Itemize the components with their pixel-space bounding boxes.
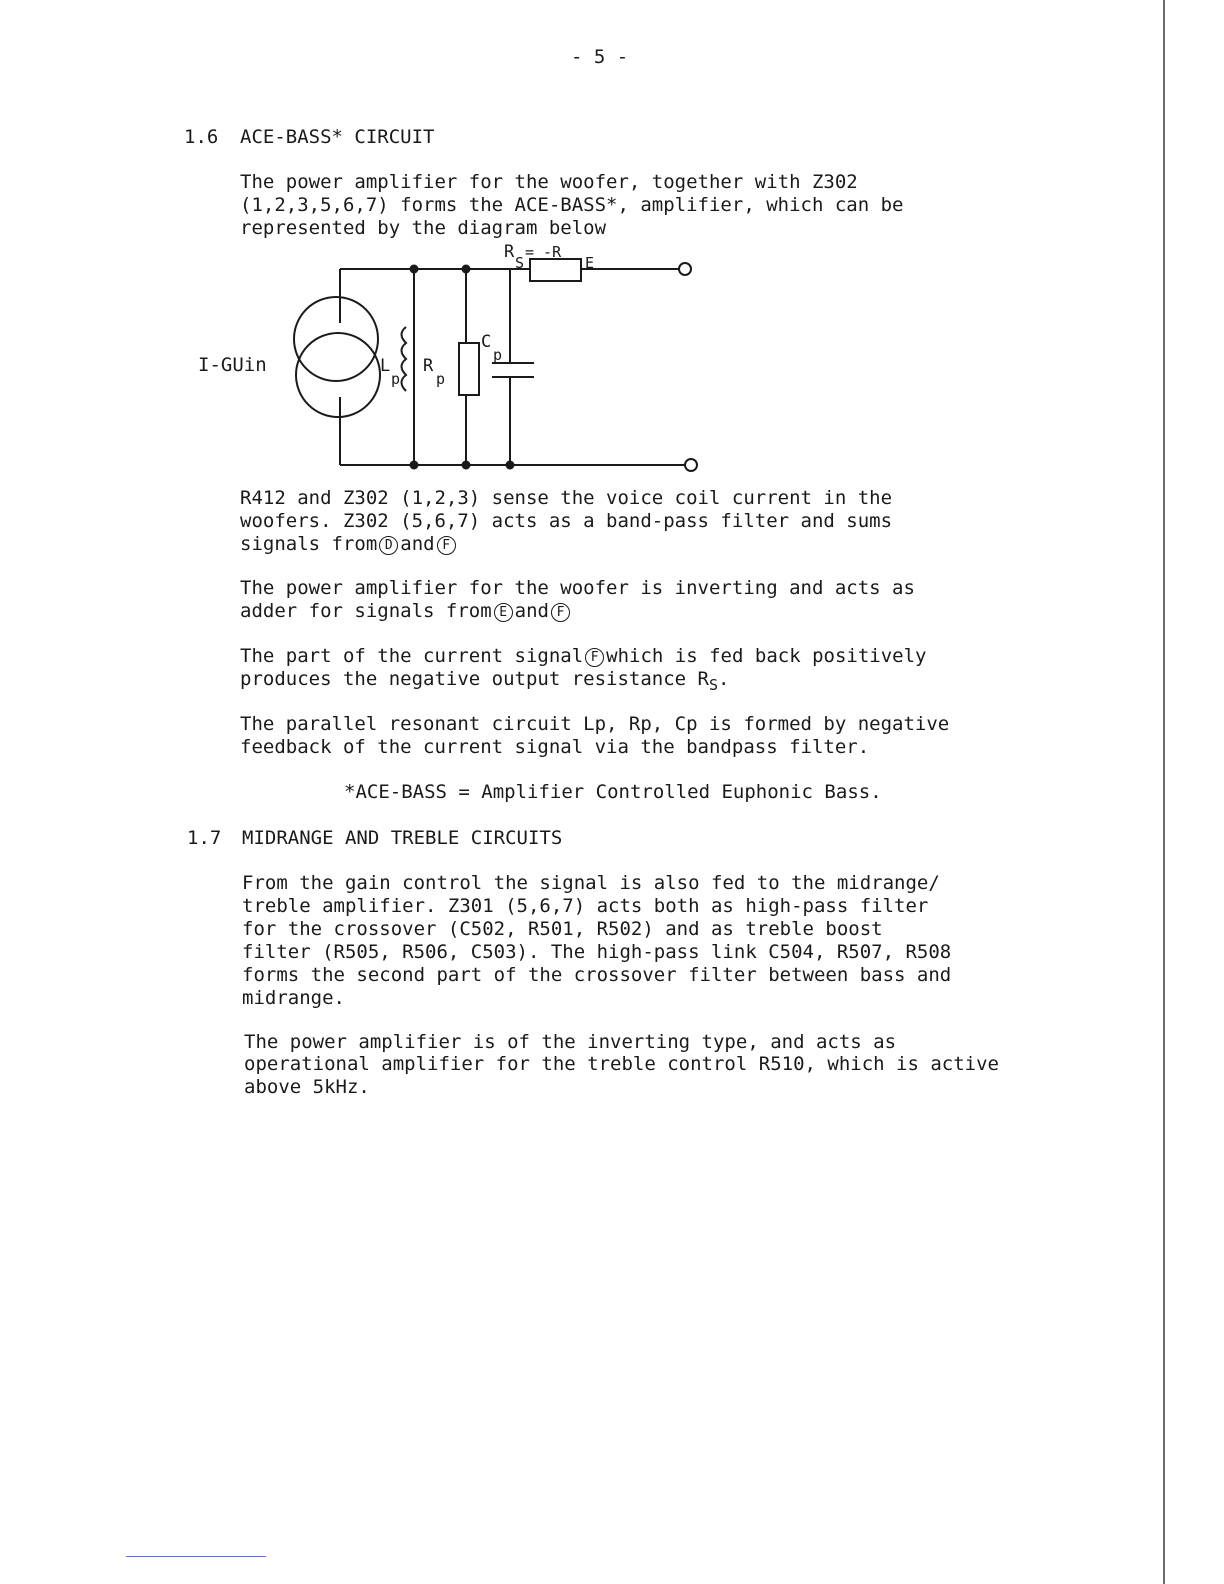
mid-para1-line-2: treble amplifier. Z301 (5,6,7) acts both as high-pass filter [242,895,929,917]
page-number: - 5 - [571,46,629,68]
mid-para1-line-6: midrange. [242,987,345,1009]
para2-text-b: and [400,533,435,555]
para5-line-2: feedback of the current signal via the bandpass filter. [240,736,870,758]
inductor-subscript: p [391,370,401,388]
series-resistor-equation: = -R [525,243,562,261]
ace-bass-circuit-diagram [180,235,720,480]
mid-para1-line-4: filter (R505, R506, C503). The high-pass link C504, R507, R508 [242,941,952,963]
series-resistor-subscript-s: S [515,254,525,272]
para3-line-1: The power amplifier for the woofer is inverting and acts as [240,577,915,599]
circled-e-icon: E [494,603,513,622]
para2-line-3 [240,533,458,556]
mid-para2-line-2: operational amplifier for the treble control R510, which is active [244,1053,999,1075]
capacitor-subscript: p [493,346,503,364]
para4-period: . [718,668,730,690]
current-source-label: I-GUin [198,354,267,376]
section-title-1-7: MIDRANGE AND TREBLE CIRCUITS [242,827,563,849]
resistor-subscript: p [436,370,446,388]
para5-line-1: The parallel resonant circuit Lp, Rp, Cp is formed by negative [240,713,950,735]
section-number-1-6: 1.6 [184,126,219,148]
inductor-label: L [380,356,391,376]
section-number-1-7: 1.7 [187,827,222,849]
resistor-label: R [423,356,434,376]
intro-line-1: The power amplifier for the woofer, together with Z302 [240,171,858,193]
circled-f-icon: F [585,648,604,667]
mid-para1-line-3: for the crossover (C502, R501, R502) and as treble boost [242,918,883,940]
section-title-1-6: ACE-BASS* CIRCUIT [240,126,435,148]
para3-text-a: adder for signals from [240,600,492,622]
capacitor-label: C [481,332,492,352]
intro-line-2: (1,2,3,5,6,7) forms the ACE-BASS*, amplifier, which can be [240,194,904,216]
series-resistor-label: R [504,242,515,262]
circled-f-icon: F [551,603,570,622]
para4-line-1 [240,645,926,668]
mid-para1-line-1: From the gain control the signal is also fed to the midrange/ [242,872,940,894]
para4-line-2 [240,668,729,697]
para4-subscript: S [709,676,719,694]
para2-text-a: signals from [240,533,378,555]
circled-f-icon: F [437,536,456,555]
mid-para2-line-1: The power amplifier is of the inverting type, and acts as [244,1031,897,1053]
para4-text-b: which is fed back positively [606,645,927,667]
mid-para2-line-3: above 5kHz. [244,1076,370,1098]
intro-line-3: represented by the diagram below [240,217,607,239]
ace-bass-footnote: *ACE-BASS = Amplifier Controlled Euphonic Bass. [344,781,882,803]
para3-line-2 [240,600,572,623]
para4-text-c: produces the negative output resistance R [240,668,709,690]
bottom-rule [126,1556,266,1557]
para2-line-1: R412 and Z302 (1,2,3) sense the voice coil current in the [240,487,893,509]
para3-text-b: and [514,600,549,622]
circled-d-icon: D [379,536,398,555]
page-right-border [1163,0,1165,1584]
series-resistor-subscript-e: E [585,254,595,272]
mid-para1-line-5: forms the second part of the crossover filter between bass and [242,964,952,986]
para4-text-a: The part of the current signal [240,645,584,667]
para2-line-2: woofers. Z302 (5,6,7) acts as a band-pass filter and sums [240,510,893,532]
